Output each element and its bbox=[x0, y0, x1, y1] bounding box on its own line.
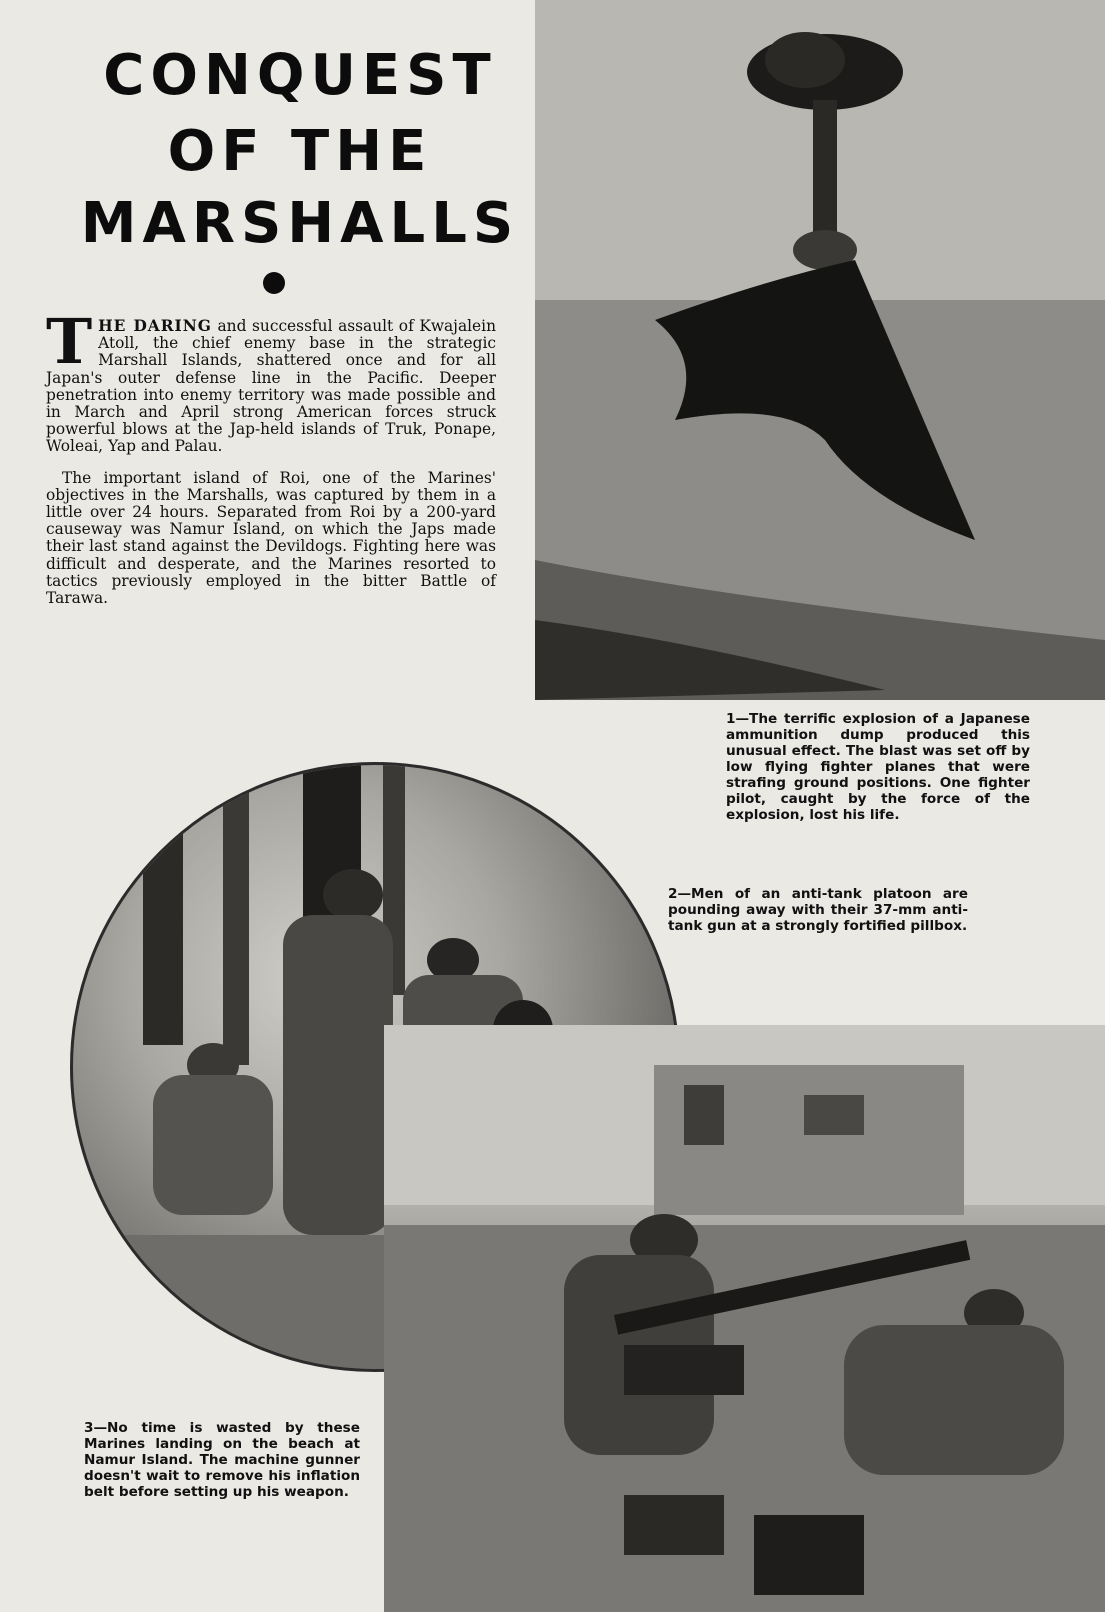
title-line-2: OF THE bbox=[167, 119, 433, 184]
title-line-1: CONQUEST bbox=[103, 43, 497, 108]
article-body bbox=[46, 305, 496, 621]
drop-cap: T bbox=[46, 305, 93, 378]
caption-3: 3—No time is wasted by these Marines landing on the beach at Namur Island. The machine gunner doesn't wait to remove his inflation belt before setting up his weapon. bbox=[84, 1420, 360, 1500]
title-line-3: MARSHALLS bbox=[80, 191, 520, 256]
paragraph-1-text: and successful assault of Kwajalein Atoll, the chief enemy base in the strategic Marshall Islands, shattered once and for all Japan's outer defense line in the Pacific. Deeper penetration into enemy territory was made possible and in March and April strong American forces struck powerful blows at the Jap-held islands of Truk, Ponape, Woleai, Yap and Palau. bbox=[46, 317, 496, 456]
photo-explosion-aerial bbox=[535, 0, 1105, 700]
photo-machine-gunner-beach bbox=[384, 1025, 1105, 1612]
lead-in: HE DARING bbox=[98, 317, 212, 335]
article-paragraph-1 bbox=[46, 305, 496, 456]
caption-2: 2—Men of an anti-tank platoon are pounding away with their 37-mm anti-tank gun at a strongly fortified pillbox. bbox=[668, 886, 968, 934]
article-paragraph-2: The important island of Roi, one of the Marines' objectives in the Marshalls, was captured by them in a little over 24 hours. Separated from Roi by a 200-yard causeway was Namur Island, on which the Japs made their last stand against the Devildogs. Fighting here was difficult and desperate, and the Marines resorted to tactics previously employed in the bitter Battle of Tarawa. bbox=[46, 468, 496, 608]
title-bullet-ornament bbox=[263, 272, 285, 294]
caption-1: 1—The terrific explosion of a Japanese ammunition dump produced this unusual effect. The blast was set off by low flying fighter planes that were strafing ground positions. One fighter pilot, caught by the force of the explosion, lost his life. bbox=[726, 711, 1030, 823]
